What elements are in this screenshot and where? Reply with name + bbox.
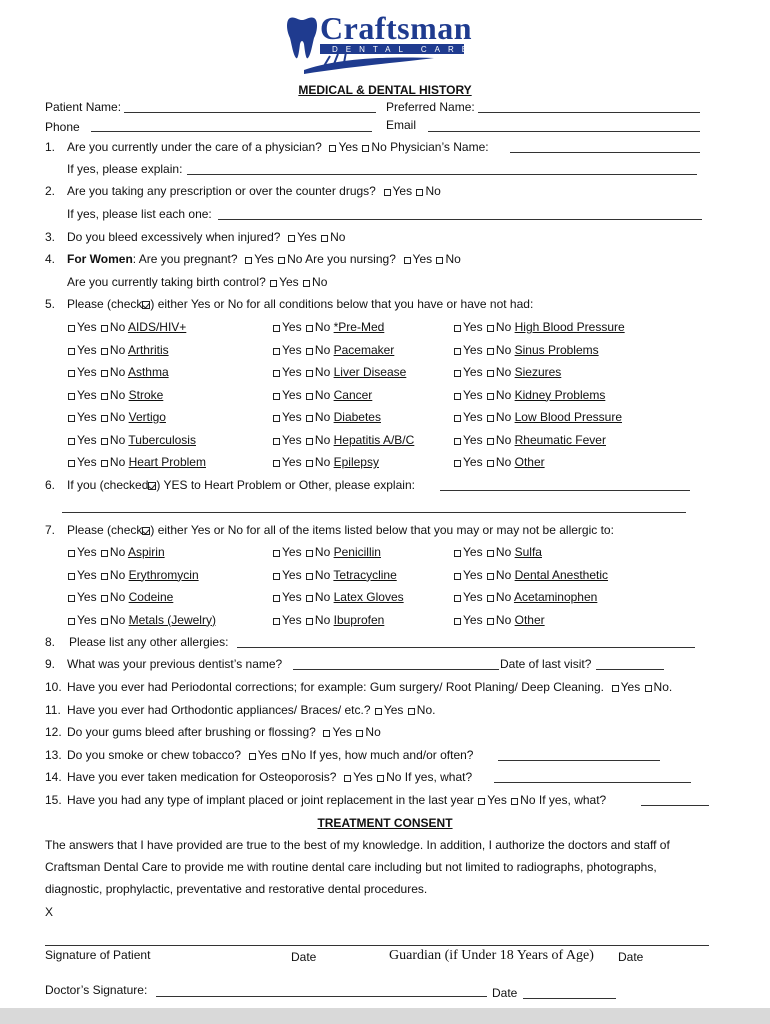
- condition-no-checkbox[interactable]: [306, 325, 313, 332]
- q4-bc-yes[interactable]: [270, 280, 277, 287]
- q3-text: Do you bleed excessively when injured?: [67, 230, 281, 244]
- patient-name-label: Patient Name:: [45, 100, 122, 114]
- q4-nursing-no[interactable]: [436, 257, 443, 264]
- condition-no-checkbox[interactable]: [101, 370, 108, 377]
- q2-number: 2.: [45, 184, 56, 198]
- q11-no-checkbox[interactable]: [408, 708, 415, 715]
- allergy-yes-checkbox[interactable]: [454, 550, 461, 557]
- q10-row: Have you ever had Periodontal corrections; for example: Gum surgery/ Root Planing/ Deep Cleaning. Yes No.: [67, 680, 673, 694]
- allergy-label: Acetaminophen: [513, 590, 598, 604]
- phone-field[interactable]: [91, 131, 372, 132]
- q11-yes-checkbox[interactable]: [375, 708, 382, 715]
- condition-option: Yes No Diabetes: [272, 410, 381, 424]
- condition-no-checkbox[interactable]: [487, 393, 494, 400]
- condition-label: Siezures: [514, 365, 562, 379]
- q1-explain-label: If yes, please explain:: [67, 162, 183, 176]
- q14-row: Have you ever taken medication for Osteoporosis? Yes No If yes, what?: [67, 770, 473, 784]
- q4-text: : Are you pregnant?: [132, 252, 238, 266]
- condition-label: Vertigo: [128, 410, 166, 424]
- condition-label: Diabetes: [333, 410, 381, 424]
- q4-number: 4.: [45, 252, 56, 266]
- form-title: MEDICAL & DENTAL HISTORY: [298, 83, 472, 97]
- allergy-no-checkbox[interactable]: [487, 618, 494, 625]
- condition-yes-checkbox[interactable]: [454, 325, 461, 332]
- q1-explain-field[interactable]: [187, 174, 697, 175]
- condition-label: Tuberculosis: [128, 432, 196, 447]
- allergy-option: Yes No Sulfa: [453, 545, 542, 559]
- condition-option: Yes No Liver Disease: [272, 365, 406, 379]
- q10-number: 10.: [45, 680, 62, 694]
- allergy-no-checkbox[interactable]: [306, 573, 313, 580]
- condition-yes-checkbox[interactable]: [68, 393, 75, 400]
- q4-pregnant-yes[interactable]: [245, 257, 252, 264]
- checked-box-icon: [142, 301, 150, 309]
- condition-label: Kidney Problems: [514, 387, 606, 402]
- condition-no-checkbox[interactable]: [101, 348, 108, 355]
- condition-no-checkbox[interactable]: [101, 460, 108, 467]
- q4-row: For Women: Are you pregnant? Yes No Are you nursing? Yes No: [67, 252, 461, 266]
- allergy-no-checkbox[interactable]: [101, 550, 108, 557]
- doctor-date-label: Date: [492, 986, 518, 1000]
- allergy-option: Yes No Erythromycin: [67, 568, 199, 582]
- condition-yes-checkbox[interactable]: [68, 460, 75, 467]
- q2-list-field[interactable]: [218, 219, 702, 220]
- condition-no-checkbox[interactable]: [306, 415, 313, 422]
- q2-no-checkbox[interactable]: [416, 189, 423, 196]
- condition-no-checkbox[interactable]: [306, 460, 313, 467]
- doctor-signature-label: Doctor’s Signature:: [45, 983, 148, 997]
- allergy-option: Yes No Other: [453, 613, 545, 627]
- q13-row: Do you smoke or chew tobacco? Yes No If yes, how much and/or often?: [67, 748, 474, 762]
- allergy-no-checkbox[interactable]: [487, 550, 494, 557]
- condition-yes-checkbox[interactable]: [454, 370, 461, 377]
- allergy-no-checkbox[interactable]: [306, 595, 313, 602]
- condition-no-checkbox[interactable]: [487, 325, 494, 332]
- doctor-date-field[interactable]: [523, 998, 616, 999]
- q9-number: 9.: [45, 657, 56, 671]
- condition-yes-checkbox[interactable]: [454, 438, 461, 445]
- condition-option: Yes No Vertigo: [67, 410, 166, 424]
- q15-yes-checkbox[interactable]: [478, 798, 485, 805]
- q9-dentist-field[interactable]: [293, 669, 499, 670]
- condition-option: Yes No High Blood Pressure: [453, 320, 625, 334]
- condition-no-checkbox[interactable]: [487, 460, 494, 467]
- condition-label: Sinus Problems: [514, 342, 599, 357]
- checked-box-icon: [148, 482, 156, 490]
- q3-yes-checkbox[interactable]: [288, 235, 295, 242]
- condition-label: Liver Disease: [333, 365, 407, 379]
- q12-number: 12.: [45, 725, 62, 739]
- condition-no-checkbox[interactable]: [101, 438, 108, 445]
- q14-yes-checkbox[interactable]: [344, 775, 351, 782]
- q13-no-checkbox[interactable]: [282, 753, 289, 760]
- condition-yes-checkbox[interactable]: [273, 348, 280, 355]
- condition-option: Yes No Low Blood Pressure: [453, 410, 622, 424]
- allergy-label: Tetracycline: [333, 567, 397, 582]
- consent-title: TREATMENT CONSENT: [317, 816, 453, 830]
- condition-yes-checkbox[interactable]: [273, 325, 280, 332]
- q6-row: If you (checked ) YES to Heart Problem or Other, please explain:: [67, 478, 415, 492]
- condition-no-checkbox[interactable]: [101, 415, 108, 422]
- allergy-label: Ibuprofen: [333, 612, 385, 627]
- condition-no-checkbox[interactable]: [101, 393, 108, 400]
- condition-option: Yes No AIDS/HIV+: [67, 320, 186, 334]
- allergy-option: Yes No Penicillin: [272, 545, 381, 559]
- q14-no-checkbox[interactable]: [377, 775, 384, 782]
- q1-row: Are you currently under the care of a physician? Yes No Physician’s Name:: [67, 140, 489, 154]
- condition-option: Yes No Asthma: [67, 365, 169, 379]
- condition-label: Other: [514, 455, 545, 469]
- condition-no-checkbox[interactable]: [487, 438, 494, 445]
- q15-no-checkbox[interactable]: [511, 798, 518, 805]
- page-footer-bar: [0, 1008, 770, 1024]
- allergy-option: Yes No Ibuprofen: [272, 613, 384, 627]
- allergy-no-checkbox[interactable]: [306, 618, 313, 625]
- allergy-no-checkbox[interactable]: [101, 618, 108, 625]
- q11-row: Have you ever had Orthodontic appliances/ Braces/ etc.? Yes No.: [67, 703, 436, 717]
- condition-yes-checkbox[interactable]: [68, 370, 75, 377]
- signature-line[interactable]: [45, 945, 709, 946]
- condition-label: Stroke: [128, 387, 164, 402]
- condition-no-checkbox[interactable]: [487, 348, 494, 355]
- q10-no-checkbox[interactable]: [645, 685, 652, 692]
- allergy-label: Other: [514, 612, 545, 627]
- q15-number: 15.: [45, 793, 62, 807]
- q6-explain-field[interactable]: [440, 490, 690, 491]
- allergy-label: Aspirin: [127, 545, 165, 559]
- patient-signature-label: Signature of Patient: [45, 948, 151, 962]
- preferred-name-field[interactable]: [478, 112, 700, 113]
- condition-label: Arthritis: [127, 342, 169, 357]
- condition-label: Hepatitis A/B/C: [333, 432, 415, 447]
- doctor-signature-field[interactable]: [156, 996, 487, 997]
- condition-label: Epilepsy: [333, 455, 379, 469]
- consent-line-1: The answers that I have provided are true to the best of my knowledge. In addition, I authorize the doctors and staff of: [45, 838, 670, 852]
- allergy-option: Yes No Latex Gloves: [272, 590, 404, 604]
- allergy-label: Erythromycin: [128, 567, 199, 582]
- q1-yes-checkbox[interactable]: [329, 145, 336, 152]
- q4-birth-control-text: Are you currently taking birth control?: [67, 275, 266, 289]
- condition-label: Pacemaker: [333, 342, 395, 357]
- q1-number: 1.: [45, 140, 56, 154]
- allergy-yes-checkbox[interactable]: [68, 550, 75, 557]
- condition-yes-checkbox[interactable]: [273, 438, 280, 445]
- condition-no-checkbox[interactable]: [487, 370, 494, 377]
- condition-option: Yes No Heart Problem: [67, 455, 206, 469]
- allergy-yes-checkbox[interactable]: [273, 573, 280, 580]
- condition-label: *Pre-Med: [333, 320, 385, 334]
- allergy-option: Yes No Acetaminophen: [453, 590, 597, 604]
- q1-no-checkbox[interactable]: [362, 145, 369, 152]
- q2-row: Are you taking any prescription or over the counter drugs? Yes No: [67, 184, 441, 198]
- guardian-label: Guardian (if Under 18 Years of Age): [389, 948, 594, 963]
- q15-field[interactable]: [641, 805, 709, 806]
- condition-label: AIDS/HIV+: [127, 320, 187, 334]
- q10-yes-checkbox[interactable]: [612, 685, 619, 692]
- allergy-option: Yes No Codeine: [67, 590, 173, 604]
- allergy-yes-checkbox[interactable]: [68, 618, 75, 625]
- condition-option: Yes No Epilepsy: [272, 455, 379, 469]
- condition-no-checkbox[interactable]: [306, 370, 313, 377]
- condition-option: Yes No Tuberculosis: [67, 433, 196, 447]
- q4-nursing-yes[interactable]: [404, 257, 411, 264]
- allergy-option: Yes No Dental Anesthetic: [453, 568, 608, 582]
- consent-x-mark: X: [45, 905, 54, 919]
- q6-number: 6.: [45, 478, 56, 492]
- q9-date-field[interactable]: [596, 669, 664, 670]
- q8-number: 8.: [45, 635, 56, 649]
- condition-yes-checkbox[interactable]: [273, 370, 280, 377]
- condition-yes-checkbox[interactable]: [68, 415, 75, 422]
- q5-row: Please (check ) either Yes or No for all conditions below that you have or have not had:: [67, 297, 534, 311]
- allergy-yes-checkbox[interactable]: [273, 550, 280, 557]
- condition-option: Yes No Arthritis: [67, 343, 169, 357]
- allergy-yes-checkbox[interactable]: [273, 595, 280, 602]
- patient-name-field[interactable]: [124, 112, 376, 113]
- allergy-label: Sulfa: [514, 545, 542, 559]
- allergy-option: Yes No Tetracycline: [272, 568, 397, 582]
- q12-yes-checkbox[interactable]: [323, 730, 330, 737]
- condition-yes-checkbox[interactable]: [68, 438, 75, 445]
- q4-pregnant-no[interactable]: [278, 257, 285, 264]
- allergy-yes-checkbox[interactable]: [68, 573, 75, 580]
- allergy-yes-checkbox[interactable]: [68, 595, 75, 602]
- condition-option: Yes No Rheumatic Fever: [453, 433, 606, 447]
- q13-yes-checkbox[interactable]: [249, 753, 256, 760]
- q2-yes-checkbox[interactable]: [384, 189, 391, 196]
- q12-no-checkbox[interactable]: [356, 730, 363, 737]
- condition-label: Heart Problem: [128, 455, 206, 469]
- q5-number: 5.: [45, 297, 56, 311]
- condition-no-checkbox[interactable]: [101, 325, 108, 332]
- phone-label: Phone: [45, 120, 80, 134]
- q13-field[interactable]: [498, 760, 660, 761]
- condition-option: Yes No Cancer: [272, 388, 372, 402]
- q8-text: Please list any other allergies:: [69, 635, 229, 649]
- q2-list-label: If yes, please list each one:: [67, 207, 212, 221]
- q1-physician-label: Physician’s Name:: [390, 140, 489, 154]
- condition-label: Asthma: [127, 365, 169, 379]
- condition-option: Yes No Stroke: [67, 388, 163, 402]
- condition-no-checkbox[interactable]: [487, 415, 494, 422]
- q4-bc-no[interactable]: [303, 280, 310, 287]
- allergy-yes-checkbox[interactable]: [454, 618, 461, 625]
- allergy-no-checkbox[interactable]: [101, 573, 108, 580]
- allergy-no-checkbox[interactable]: [487, 573, 494, 580]
- allergy-label: Codeine: [128, 590, 174, 604]
- condition-yes-checkbox[interactable]: [273, 460, 280, 467]
- q13-number: 13.: [45, 748, 62, 762]
- q11-number: 11.: [45, 703, 61, 717]
- condition-yes-checkbox[interactable]: [273, 415, 280, 422]
- q4-bold: For Women: [67, 252, 133, 266]
- logo-subtitle: DENTAL CARE: [332, 45, 476, 54]
- q3-row: Do you bleed excessively when injured? Yes No: [67, 230, 346, 244]
- q2-text: Are you taking any prescription or over the counter drugs?: [67, 184, 376, 198]
- condition-yes-checkbox[interactable]: [454, 348, 461, 355]
- allergy-option: Yes No Aspirin: [67, 545, 165, 559]
- patient-date-label: Date: [291, 950, 317, 964]
- q1-text: Are you currently under the care of a physician?: [67, 140, 322, 154]
- q9-date-label: Date of last visit?: [500, 657, 592, 671]
- preferred-name-label: Preferred Name:: [386, 100, 475, 114]
- condition-yes-checkbox[interactable]: [273, 393, 280, 400]
- condition-option: Yes No Hepatitis A/B/C: [272, 433, 414, 447]
- condition-no-checkbox[interactable]: [306, 393, 313, 400]
- condition-option: Yes No Sinus Problems: [453, 343, 599, 357]
- allergy-label: Latex Gloves: [333, 590, 404, 604]
- condition-option: Yes No Other: [453, 455, 545, 469]
- q3-no-checkbox[interactable]: [321, 235, 328, 242]
- consent-line-2: Craftsman Dental Care to provide me with routine dental care including but not limited to radiographs, photographs,: [45, 860, 657, 874]
- q7-number: 7.: [45, 523, 56, 537]
- condition-option: Yes No Pacemaker: [272, 343, 394, 357]
- q6-explain-field-2[interactable]: [62, 512, 686, 513]
- allergy-no-checkbox[interactable]: [306, 550, 313, 557]
- guardian-date-label: Date: [618, 950, 644, 964]
- q14-number: 14.: [45, 770, 62, 784]
- condition-option: Yes No Kidney Problems: [453, 388, 605, 402]
- condition-option: Yes No *Pre-Med: [272, 320, 384, 334]
- condition-yes-checkbox[interactable]: [454, 393, 461, 400]
- allergy-label: Metals (Jewelry): [128, 612, 216, 627]
- condition-yes-checkbox[interactable]: [68, 325, 75, 332]
- q3-number: 3.: [45, 230, 56, 244]
- logo-name: Craftsman: [320, 10, 473, 46]
- consent-line-3: diagnostic, prophylactic, preventative and restorative dental procedures.: [45, 882, 428, 896]
- q4-nursing-text: Are you nursing?: [305, 252, 396, 266]
- email-field[interactable]: [428, 131, 700, 132]
- condition-yes-checkbox[interactable]: [68, 348, 75, 355]
- condition-option: Yes No Siezures: [453, 365, 561, 379]
- q8-field[interactable]: [237, 647, 695, 648]
- checked-box-icon: [142, 527, 150, 535]
- condition-yes-checkbox[interactable]: [454, 460, 461, 467]
- allergy-yes-checkbox[interactable]: [273, 618, 280, 625]
- logo: [284, 8, 474, 80]
- q7-row: Please (check ) either Yes or No for all of the items listed below that you may or may not be allergic to:: [67, 523, 614, 537]
- condition-no-checkbox[interactable]: [306, 438, 313, 445]
- condition-yes-checkbox[interactable]: [454, 415, 461, 422]
- allergy-label: Dental Anesthetic: [514, 567, 609, 582]
- q15-row: Have you had any type of implant placed or joint replacement in the last year Yes No If yes, what?: [67, 793, 607, 807]
- allergy-no-checkbox[interactable]: [487, 595, 494, 602]
- condition-label: Low Blood Pressure: [514, 410, 622, 424]
- allergy-label: Penicillin: [333, 545, 381, 559]
- allergy-no-checkbox[interactable]: [101, 595, 108, 602]
- allergy-option: Yes No Metals (Jewelry): [67, 613, 216, 627]
- q9-text: What was your previous dentist’s name?: [67, 657, 283, 671]
- allergy-yes-checkbox[interactable]: [454, 573, 461, 580]
- condition-label: High Blood Pressure: [514, 320, 625, 334]
- q12-row: Do your gums bleed after brushing or flossing? Yes No: [67, 725, 381, 739]
- condition-no-checkbox[interactable]: [306, 348, 313, 355]
- allergy-yes-checkbox[interactable]: [454, 595, 461, 602]
- q4-birth-control-row: Are you currently taking birth control? Yes No: [67, 275, 328, 289]
- email-label: Email: [386, 118, 417, 132]
- condition-label: Rheumatic Fever: [514, 432, 606, 447]
- condition-label: Cancer: [333, 387, 373, 402]
- q1-physician-field[interactable]: [510, 152, 700, 153]
- q14-field[interactable]: [494, 782, 691, 783]
